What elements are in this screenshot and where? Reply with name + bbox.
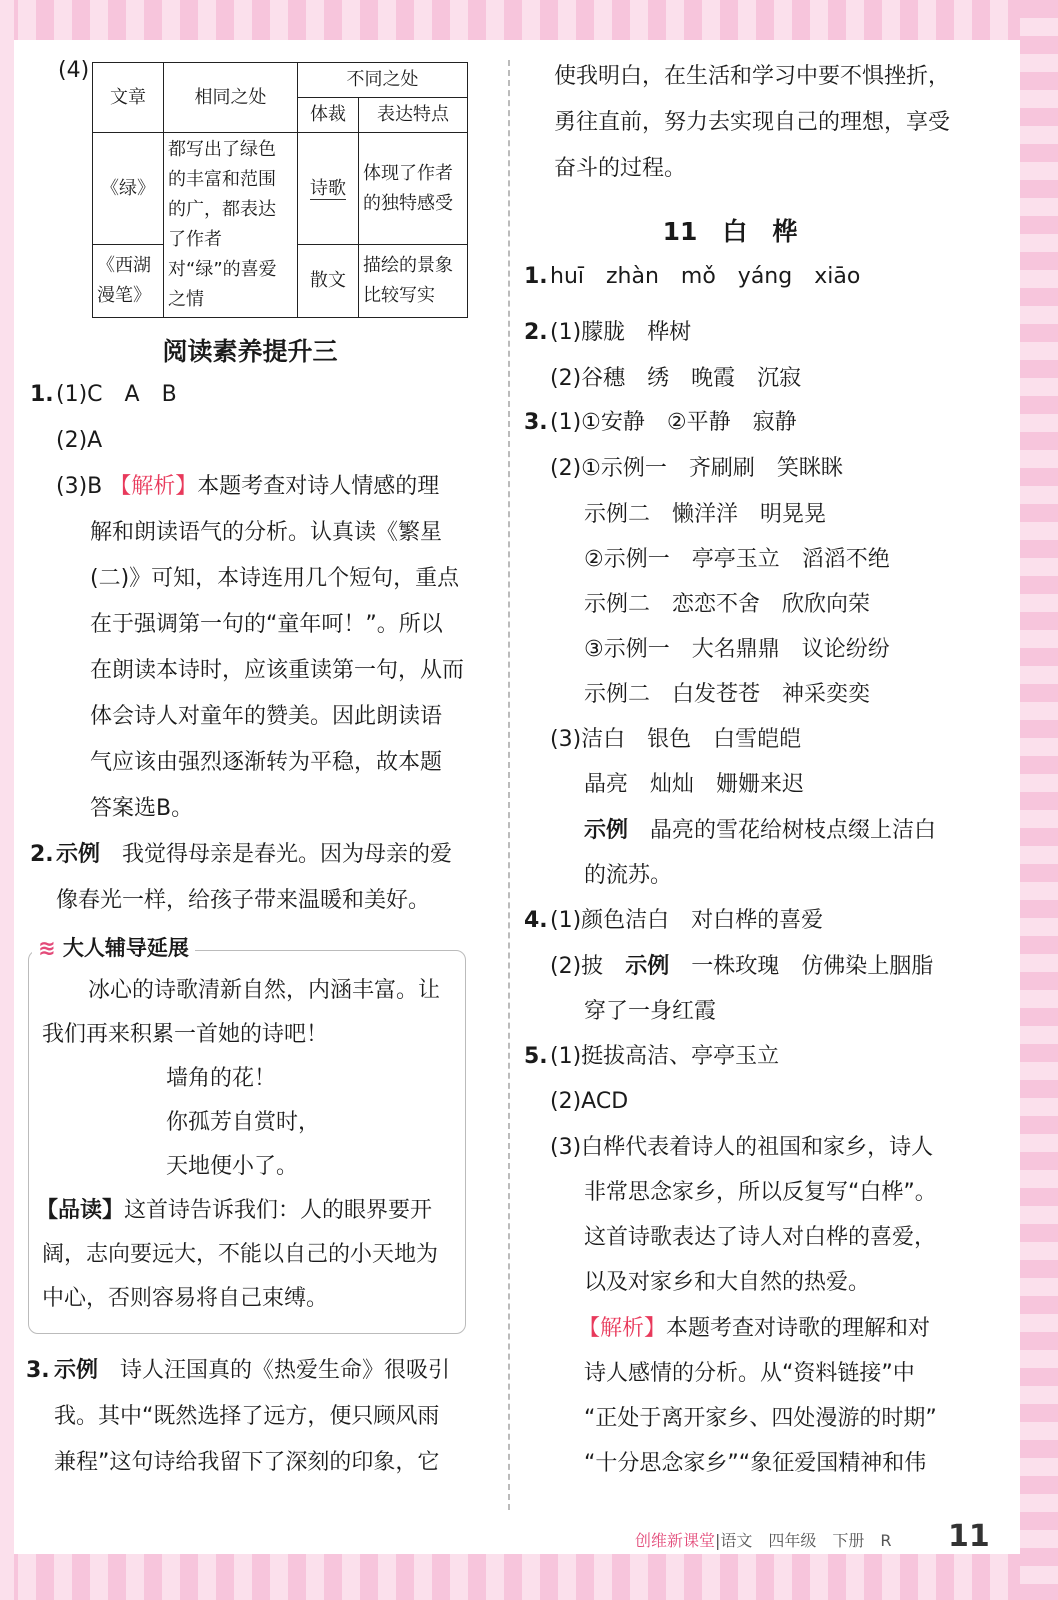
r-q3-number: 3. — [524, 410, 548, 435]
read-text1: 这首诗告诉我们：人的眼界要开 — [124, 1198, 433, 1223]
read-line2: 阔，志向要远大，不能以自己的小天地为 — [42, 1242, 439, 1267]
footer-brand: 创维新课堂 — [635, 1531, 716, 1550]
continued-line3: 奋斗的过程。 — [554, 156, 687, 181]
table-cell-feature-2: 描绘的景象比较写实 — [359, 245, 468, 318]
read-line1 — [36, 1196, 432, 1226]
q1-number: 1. — [30, 382, 54, 407]
q3-line1 — [54, 1356, 450, 1386]
r-analysis-line4: “十分思念家乡”“象征爱国精神和伟 — [584, 1451, 927, 1476]
q3-line2: 我。其中“既然选择了远方，便只顾风雨 — [54, 1404, 440, 1429]
r-analysis-tag: 【解析】 — [578, 1316, 667, 1341]
q3-line3: 兼程”这句诗给我留下了深刻的印象，它 — [54, 1450, 440, 1475]
r-q4-part2 — [550, 952, 933, 982]
decorative-top-border — [0, 0, 1058, 40]
section-title: 阅读素养提升三 — [162, 337, 338, 366]
decorative-bottom-border — [0, 1554, 1058, 1600]
q2-example-tag: 示例 — [56, 842, 101, 867]
page-footer — [635, 1528, 892, 1551]
poem-line2: 你孤芳自赏时， — [166, 1110, 321, 1135]
r-q3-part3b: 晶亮 灿灿 姗姗来迟 — [584, 772, 805, 797]
r-q5-part3b: 非常思念家乡，所以反复写“白桦”。 — [584, 1180, 937, 1205]
continued-line1: 使我明白，在生活和学习中要不惧挫折， — [554, 64, 951, 89]
table-cell-genre-1 — [298, 133, 359, 245]
q3-number: 3. — [26, 1358, 50, 1383]
q1-part3-line1 — [56, 472, 439, 502]
r-q5-part2: (2)ACD — [550, 1089, 629, 1114]
r-q2-part2: (2)谷穗 绣 晚霞 沉寂 — [550, 366, 802, 391]
q1-part2: (2)A — [56, 428, 103, 453]
genre-1-text: 诗歌 — [310, 177, 346, 199]
q1-part3-line4: 在于强调第一句的“童年呵！”。所以 — [90, 612, 443, 637]
lesson-title: 11 白 桦 — [662, 217, 798, 246]
poem-line1: 墙角的花！ — [166, 1066, 277, 1091]
tutoring-box-title — [32, 932, 195, 962]
q1-part3-line2: 解和朗读语气的分析。认真读《繁星 — [90, 520, 443, 545]
decorative-left-border — [0, 0, 14, 1600]
r-q5-number: 5. — [524, 1044, 548, 1069]
pinyin-answers: huī zhàn mǒ yáng xiāo — [550, 264, 861, 289]
footer-info: |语文 四年级 下册 R — [715, 1531, 892, 1550]
r-q4-part1: (1)颜色洁白 对白桦的喜爱 — [550, 908, 824, 933]
r-q5-part3d: 以及对家乡和大自然的热爱。 — [584, 1270, 871, 1295]
r-q1-number: 1. — [524, 264, 548, 289]
box-line1: 冰心的诗歌清新自然，内涵丰富。让 — [88, 978, 441, 1003]
r-q3-part3c — [584, 816, 936, 846]
q1-part3-text1: 本题考查对诗人情感的理 — [197, 474, 440, 499]
table-header-genre: 体裁 — [298, 98, 359, 133]
r-q3-part2d: 示例二 恋恋不舍 欣欣向荣 — [584, 592, 871, 617]
read-line3: 中心，否则容易将自己束缚。 — [42, 1286, 329, 1311]
r-q3-part2b: 示例二 懒洋洋 明晃晃 — [584, 502, 827, 527]
q1-part3-line5: 在朗读本诗时，应该重读第一句，从而 — [90, 658, 465, 683]
r-q5-part3a: (3)白桦代表着诗人的祖国和家乡，诗人 — [550, 1135, 934, 1160]
decorative-right-border — [1020, 0, 1058, 1600]
table-cell-feature-1: 体现了作者的独特感受 — [359, 133, 468, 245]
table-header-article: 文章 — [93, 63, 164, 133]
q2-text1: 我觉得母亲是春光。因为母亲的爱 — [122, 842, 453, 867]
r-q3-part2e: ③示例一 大名鼎鼎 议论纷纷 — [584, 637, 890, 662]
table-cell-same: 都写出了绿色的丰富和范围的广，都表达了作者对“绿”的喜爱之情 — [164, 133, 298, 318]
comparison-table — [92, 62, 468, 318]
r-q4-part2-answer: (2)披 — [550, 954, 604, 979]
r-analysis-line2: 诗人感情的分析。从“资料链接”中 — [584, 1361, 915, 1386]
r-q2-number: 2. — [524, 320, 548, 345]
q1-part1: (1)C A B — [56, 382, 177, 407]
q2-number: 2. — [30, 842, 54, 867]
table-header-diff: 不同之处 — [298, 63, 468, 98]
r-q3-part2f: 示例二 白发苍苍 神采奕奕 — [584, 682, 871, 707]
poem-line3: 天地便小了。 — [166, 1154, 299, 1179]
r-q5-part3c: 这首诗歌表达了诗人对白桦的喜爱， — [584, 1225, 937, 1250]
r-q3-part3c-text: 晶亮的雪花给树枝点缀上洁白 — [650, 818, 937, 843]
box-line2: 我们再来积累一首她的诗吧！ — [42, 1022, 329, 1047]
page-number: 11 — [948, 1519, 990, 1554]
analysis-tag: 【解析】 — [109, 474, 198, 499]
wave-icon: ≋ — [38, 936, 56, 960]
r-analysis-line1 — [578, 1314, 930, 1344]
q1-part3-line8: 答案选B。 — [90, 796, 194, 821]
r-analysis-text1: 本题考查对诗歌的理解和对 — [666, 1316, 931, 1341]
continued-line2: 勇往直前，努力去实现自己的理想，享受 — [554, 110, 951, 135]
r-q2-part1: (1)朦胧 桦树 — [550, 320, 692, 345]
r-q3-example-tag: 示例 — [584, 818, 629, 843]
q1-part3-answer: (3)B — [56, 474, 103, 499]
r-q3-part2a: (2)①示例一 齐刷刷 笑眯眯 — [550, 456, 843, 481]
table-header-same: 相同之处 — [164, 63, 298, 133]
tutoring-box-title-text: 大人辅导延展 — [62, 936, 189, 960]
q1-part3-line6: 体会诗人对童年的赞美。因此朗读语 — [90, 704, 443, 729]
q2-line2: 像春光一样，给孩子带来温暖和美好。 — [56, 888, 431, 913]
column-divider — [508, 60, 510, 1510]
q1-part3-line7: 气应该由强烈逐渐转为平稳，故本题 — [90, 750, 443, 775]
table-cell-article-2: 《西湖漫笔》 — [93, 245, 164, 318]
table-question-number: (4) — [58, 58, 90, 83]
read-tag: 【品读】 — [36, 1198, 125, 1223]
r-q3-part3a: (3)洁白 银色 白雪皑皑 — [550, 727, 802, 752]
table-cell-article-1: 《绿》 — [93, 133, 164, 245]
q1-part3-line3: (二)》可知，本诗连用几个短句，重点 — [90, 566, 460, 591]
r-q3-part1: (1)①安静 ②平静 寂静 — [550, 410, 797, 435]
table-header-feature: 表达特点 — [359, 98, 468, 133]
q2-line1 — [56, 840, 452, 870]
r-q4-part2b: 穿了一身红霞 — [584, 999, 717, 1024]
r-q3-part3d: 的流苏。 — [584, 863, 673, 888]
r-q4-example-tag: 示例 — [625, 954, 670, 979]
r-q3-part2c: ②示例一 亭亭玉立 滔滔不绝 — [584, 547, 890, 572]
table-cell-genre-2: 散文 — [298, 245, 359, 318]
q3-text1: 诗人汪国真的《热爱生命》很吸引 — [120, 1358, 451, 1383]
r-q4-number: 4. — [524, 908, 548, 933]
tutoring-box — [28, 950, 466, 1334]
r-q5-part1: (1)挺拔高洁、亭亭玉立 — [550, 1044, 780, 1069]
q3-example-tag: 示例 — [54, 1358, 99, 1383]
r-q4-part2-text: 一株玫瑰 仿佛染上胭脂 — [691, 954, 934, 979]
r-analysis-line3: “正处于离开家乡、四处漫游的时期” — [584, 1406, 937, 1431]
